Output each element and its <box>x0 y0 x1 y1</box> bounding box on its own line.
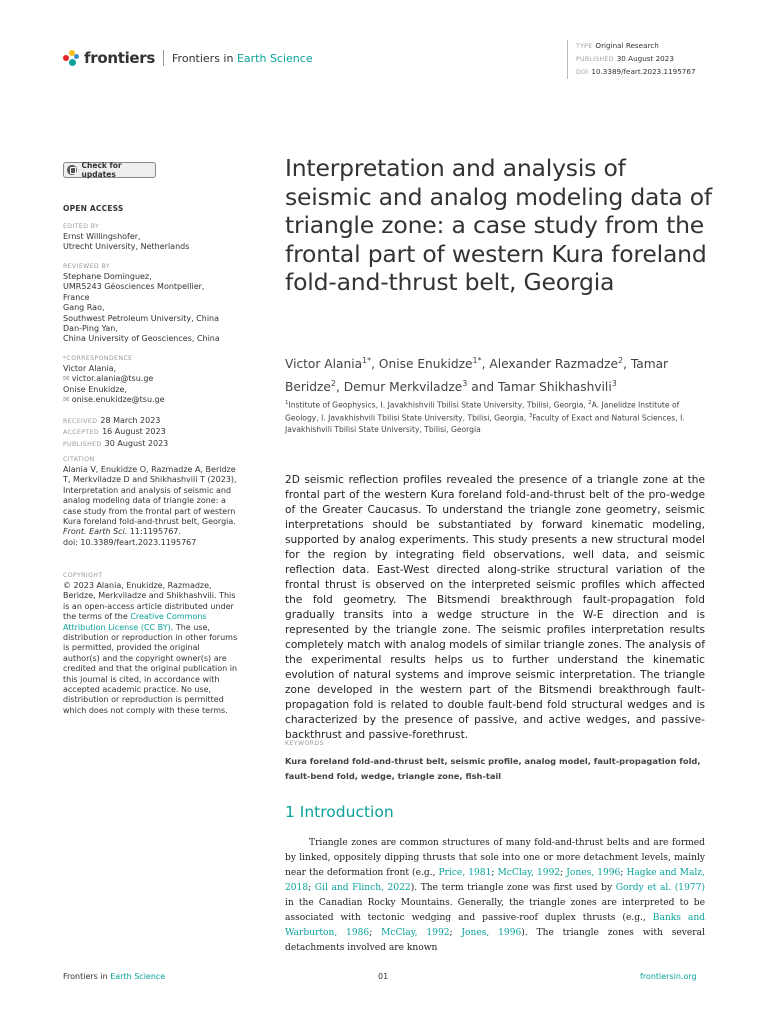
author-affiliation-mark: 3 <box>462 379 468 389</box>
author-name[interactable]: Alexander Razmadze <box>489 357 618 372</box>
affiliation-mark: 2 <box>588 400 592 406</box>
citation: CITATION Alania V, Enukidze O, Razmadze A, Beridze T, Merkviladze D and Shikhashvili T (2023), Interpretation and analysis of seismic and analog modeling data of triangle zone: a case study from the frontal part of western Kura foreland fold-and-thrust belt, Georgia. Front. Earth Sci. 11:1195767. doi: 10.3389/feart.2023.1195767 <box>63 456 237 547</box>
cc-by-license-link[interactable]: Creative Commons Attribution License (CC BY) <box>63 612 207 632</box>
correspondence: *CORRESPONDENCE Victor Alania, ✉ victor.alania@tsu.ge Onise Enukidze, ✉ onise.enukidze@tsu.ge <box>63 355 165 405</box>
reference-link[interactable]: Banks and Warburton, 1986 <box>285 913 705 938</box>
author-affiliation-mark: 2 <box>617 356 624 365</box>
email-link[interactable]: onise.enukidze@tsu.ge <box>71 395 165 405</box>
author-affiliation-mark: 1* <box>472 356 482 365</box>
brand-name: frontiers <box>84 49 156 67</box>
journal-name: Frontiers in Earth Science <box>172 51 313 65</box>
article-meta: TYPE Original Research PUBLISHED 30 August 2023 DOI 10.3389/feart.2023.1195767 <box>567 40 696 79</box>
author-affiliation-mark: 1* <box>362 356 372 365</box>
email-icon: ✉ <box>63 374 70 384</box>
affiliation-mark: 3 <box>528 412 533 419</box>
author-name[interactable]: Tamar Beridze <box>285 357 669 395</box>
keywords: Kura foreland fold-and-thrust belt, seismic profile, analog model, fault-propagation fold, fault-bend fold, wedge, triangle zone, fish-tail <box>285 756 701 781</box>
open-access-label: OPEN ACCESS <box>63 204 124 213</box>
author-list: Victor Alania$^{1*}$, Onise Enukidze$^{1*}$, Alexander Razmadze$^2$, Tamar Beridze$^2$, Demur Merkviladze$^3$ and Tamar Shikhashvili$^3$ <box>285 356 669 395</box>
check-updates-icon <box>67 165 77 175</box>
edited-by: EDITED BY Ernst Willingshofer, Utrecht University, Netherlands <box>63 223 190 252</box>
journal-header <box>63 48 313 68</box>
article-type: Original Research <box>595 41 659 50</box>
reviewed-by: REVIEWED BY Stephane Dominguez, UMR5243 Géosciences Montpellier, France Gang Rao, Southwest Petroleum University, China Dan-Ping Yan, China University of Geosciences, China <box>63 263 220 344</box>
abstract: 2D seismic reflection profiles revealed the presence of a triangle zone at the frontal part of the western Kura foreland fold-and-thrust belt of the pro-wedge of the Greater Caucasus. To understand the triangle zone geometry, seismic interpretations should be substantiated by forward kinematic modeling, supported by analog experiments. This study presents a new structural model for the region by integrating field observations, well data, and seismic reflection data. East-West directed along-strike structural variation of the frontal thrust is observed on the interpreted seismic profiles which affected the fold geometry. The Bitsmendi breakthrough fault-propagation fold gradually transits into a wedge structure in the W-E direction and is represented by the triangle zone. The seismic profiles interpretation results completely match with analog models of similar triangle zones. The analysis of the experimental results helps us to further understand the kinematic evolution of natural systems and improve seismic interpretation. The triangle zone developed in the western part of the Bitsmendi breakthrough fault-propagation fold is related to double fault-bend fold structural wedges and is characterized by the presence of passive, and active wedges, and passive-backthrust and passive-forethrust. <box>285 474 705 741</box>
email-link[interactable]: victor.alania@tsu.ge <box>71 374 154 384</box>
article-title: Interpretation and analysis of seismic and analog modeling data of triangle zone: a case study from the frontal part of western Kura foreland fold-and-thrust belt, Georgia <box>285 154 712 296</box>
author-name[interactable]: Demur Merkviladze <box>343 380 463 395</box>
affiliation-text: Faculty of Exact and Natural Sciences, I. Javakhishvili Tbilisi State University, Tbilisi, Georgia <box>285 413 685 434</box>
check-updates-button[interactable]: Check for updates <box>63 162 156 178</box>
affiliations <box>285 398 705 435</box>
reference-link[interactable]: Price, 1981 <box>438 868 492 878</box>
author-name[interactable]: Victor Alania <box>285 357 363 372</box>
section-heading: 1 Introduction <box>285 803 394 821</box>
divider <box>163 50 164 66</box>
frontiers-logo-icon <box>63 50 79 66</box>
reference-link[interactable]: McClay, 1992 <box>381 928 450 938</box>
reference-link[interactable]: Gil and Flinch, 2022 <box>314 883 411 893</box>
affiliation-text: Institute of Geophysics, I. Javakhishvili Tbilisi State University, Tbilisi, Georgia, <box>288 400 589 410</box>
author-affiliation-mark: 3 <box>611 379 617 389</box>
publish-date: 30 August 2023 <box>616 54 674 63</box>
reference-link[interactable]: Jones, 1996 <box>461 928 522 938</box>
footer-journal: Frontiers in Earth Science <box>63 972 166 981</box>
site-link[interactable]: frontiersin.org <box>640 972 697 981</box>
doi[interactable]: 10.3389/feart.2023.1195767 <box>591 67 696 76</box>
affiliation-mark: 1 <box>285 400 289 406</box>
reference-link[interactable]: Gordy et al. (1977) <box>615 883 705 893</box>
author-name[interactable]: Tamar Shikhashvili <box>498 380 612 395</box>
page-number: 01 <box>378 972 389 981</box>
copyright: COPYRIGHT © 2023 Alania, Enukidze, Razmadze, Beridze, Merkviladze and Shikhashvili. This is an open-access article distributed under the terms of the Creative Commons Attribution License (CC BY). The use, distribution or reproduction in other forums is permitted, provided the original author(s) and the copyright owner(s) are credited and that the original publication in this journal is cited, in accordance with accepted academic practice. No use, distribution or reproduction is permitted which does not comply with these terms. <box>63 572 238 715</box>
reference-link[interactable]: Jones, 1996 <box>566 868 621 878</box>
affiliation-text: A. Janelidze Institute of Geology, I. Javakhishvili Tbilisi State University, Tbilisi, Georgia, <box>285 400 680 423</box>
keywords-label: KEYWORDS <box>285 740 324 747</box>
author-affiliation-mark: 2 <box>330 379 336 389</box>
reference-link[interactable]: McClay, 1992 <box>497 868 561 878</box>
intro-paragraph: Triangle zones are common structures of many fold-and-thrust belts and are formed by linked, oppositely dipping thrusts that sole into one or more detachment levels, mainly near the deformation front (e.g., Price, 1981; McClay, 1992; Jones, 1996; Hagke and Malz, 2018; Gil and Flinch, 2022). The term triangle zone was first used by Gordy et al. (1977) in the Canadian Rocky Mountains. Generally, the triangle zones are interpreted to be associated with tectonic wedging and passive-roof duplex thrusts (e.g., Banks and Warburton, 1986; McClay, 1992; Jones, 1996). The triangle zones with several detachments involved are known <box>285 838 705 953</box>
article-dates: RECEIVED 28 March 2023 ACCEPTED 16 August 2023 PUBLISHED 30 August 2023 <box>63 416 169 448</box>
author-name[interactable]: Onise Enukidze <box>378 357 473 372</box>
email-icon: ✉ <box>63 395 70 405</box>
reference-link[interactable]: Hagke and Malz, 2018 <box>285 868 705 893</box>
